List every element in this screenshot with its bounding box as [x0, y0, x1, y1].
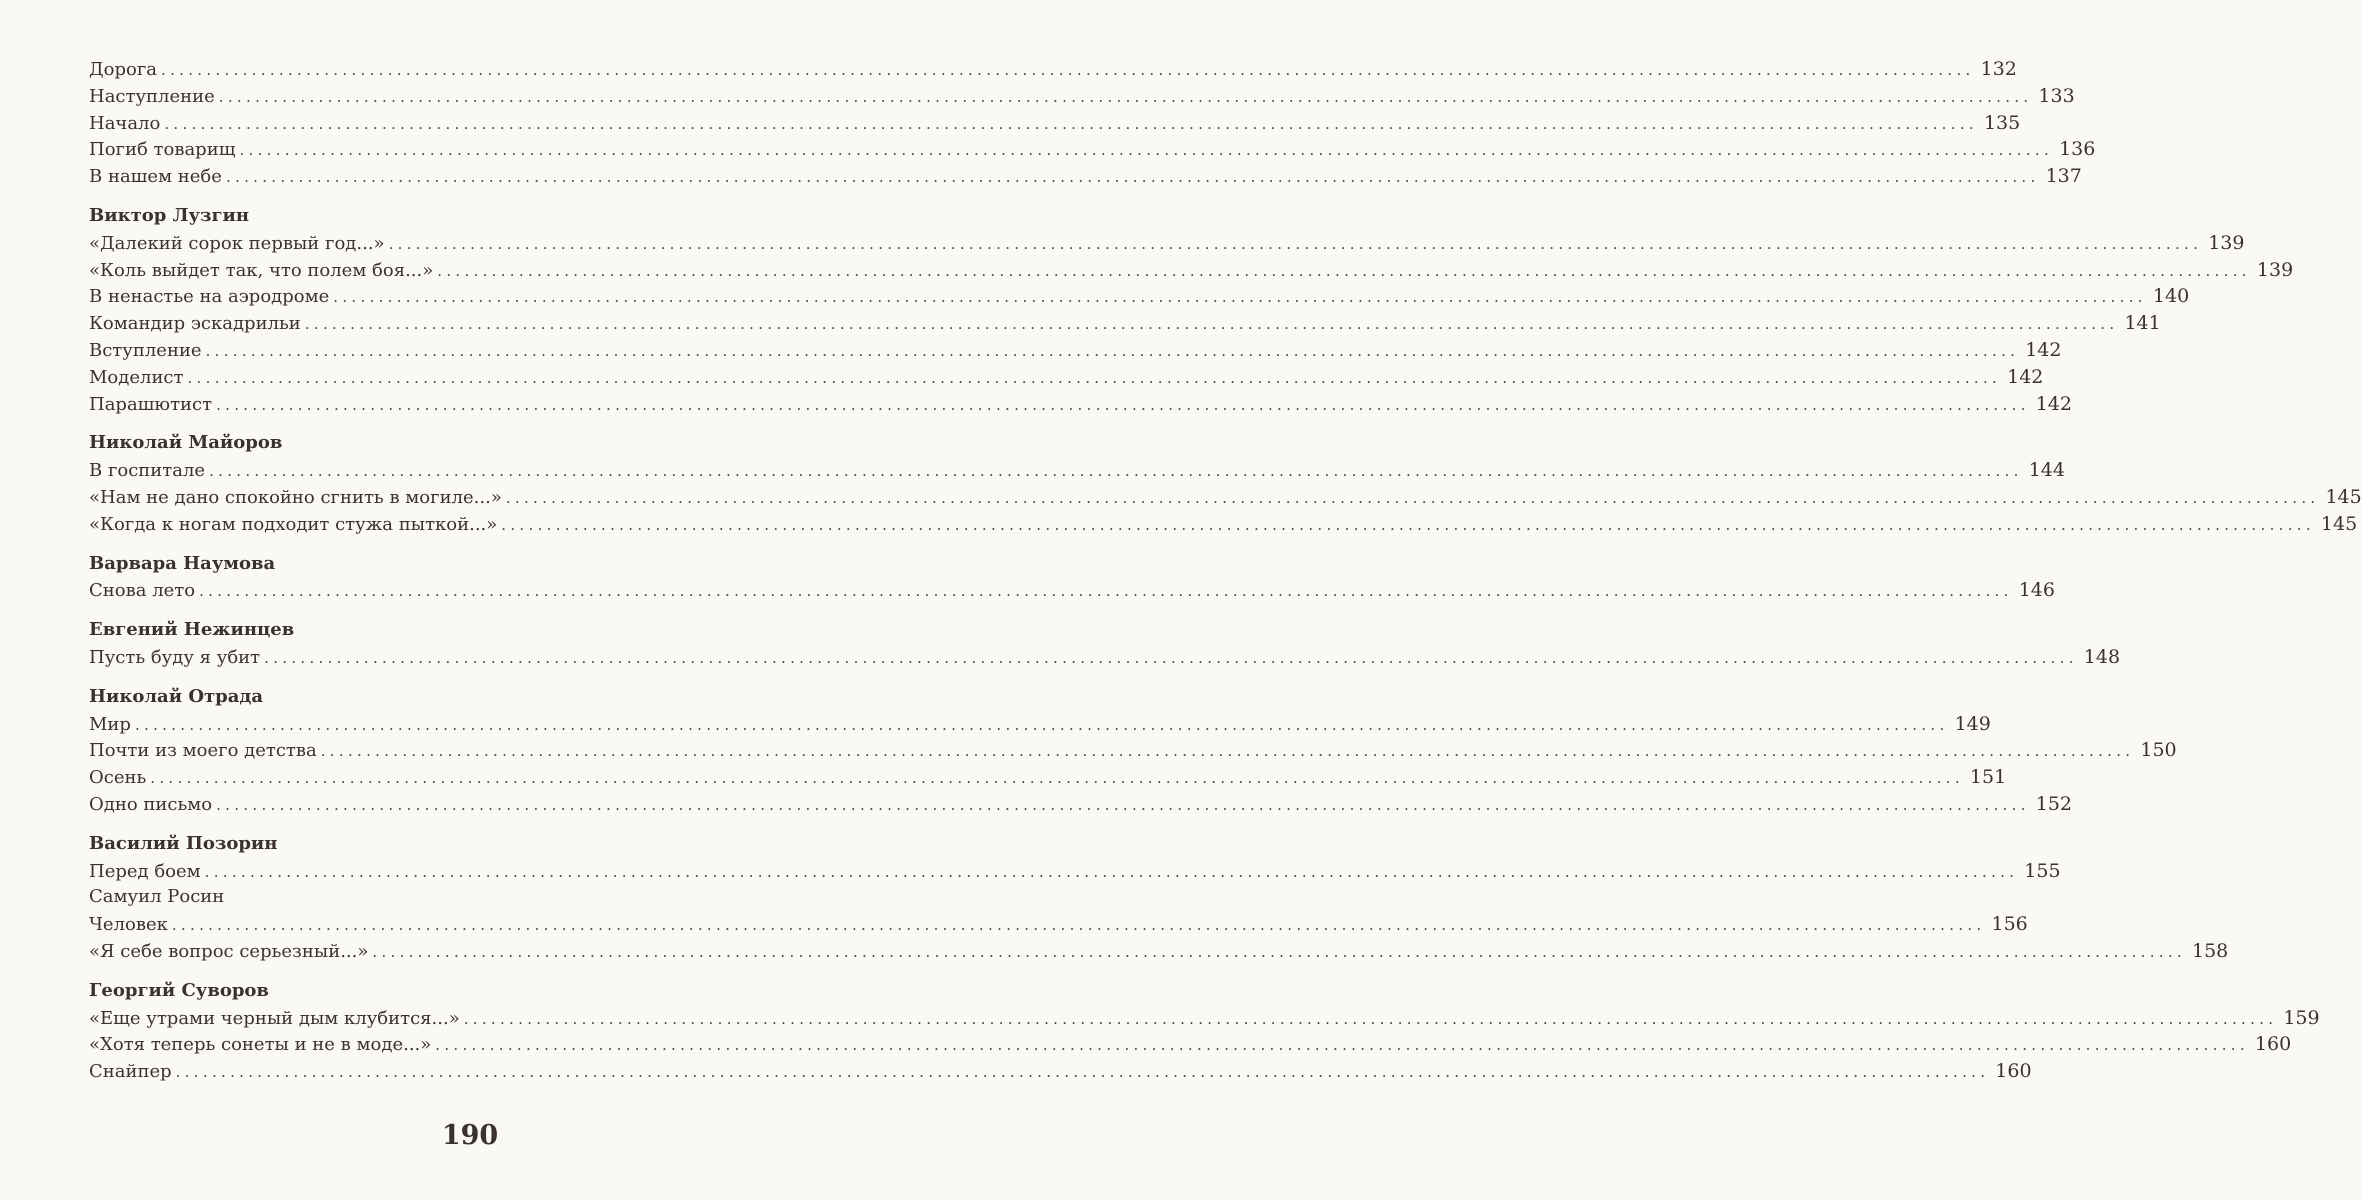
toc-entry — [89, 1031, 2292, 1058]
entry-page-number: 156 — [1991, 913, 2028, 936]
toc-entry — [89, 938, 2229, 965]
dot-leader: ........................................................................................................................................................................................................ — [304, 315, 2119, 334]
entry-title: Снова лето — [89, 580, 196, 602]
dot-leader: ........................................................................................................................................................................................................ — [505, 488, 2320, 507]
toc-entry — [89, 257, 2294, 284]
dot-leader: ........................................................................................................................................................................................................ — [264, 648, 2078, 667]
toc-entry — [89, 737, 2177, 764]
entry-page-number: 137 — [2045, 165, 2082, 188]
toc-entry — [89, 511, 2358, 538]
entry-title: Начало — [89, 112, 161, 134]
entry-page-number: 160 — [1995, 1060, 2032, 1083]
toc-entry — [89, 1058, 2032, 1085]
dot-leader: ........................................................................................................................................................................................................ — [134, 715, 1949, 734]
dot-leader: ........................................................................................................................................................................................................ — [164, 114, 1978, 133]
entry-page-number: 142 — [2035, 392, 2072, 415]
author-heading: Варвара Наумова — [89, 552, 276, 574]
entry-page-number: 145 — [2320, 512, 2358, 535]
entry-page-number: 135 — [1983, 111, 2021, 134]
toc-entry — [89, 484, 2362, 511]
toc-entry — [89, 391, 2072, 418]
entry-title: Осень — [89, 767, 147, 789]
author-heading: Николай Майоров — [89, 432, 283, 454]
dot-leader: ........................................................................................................................................................................................................ — [161, 61, 1975, 79]
entry-title: В госпитале — [89, 460, 206, 482]
entry-page-number: 148 — [2083, 645, 2121, 668]
entry-page-number: 146 — [2018, 579, 2055, 602]
toc-entry — [89, 136, 2096, 163]
toc-entry — [89, 110, 2021, 137]
entry-title: «Далекий сорок первый год...» — [89, 232, 385, 254]
author-heading: Николай Отрада — [89, 685, 264, 707]
entry-page-number: 150 — [2140, 739, 2177, 762]
entry-title: Пусть буду я убит — [89, 646, 261, 668]
dot-leader: ........................................................................................................................................................................................................ — [501, 515, 2315, 534]
entry-title: Мир — [89, 713, 131, 735]
dot-leader: ........................................................................................................................................................................................................ — [205, 341, 2020, 360]
dot-leader: ........................................................................................................................................................................................................ — [239, 141, 2054, 160]
toc-entry — [89, 283, 2190, 310]
entry-page-number: 152 — [2035, 792, 2072, 815]
toc-entry — [89, 884, 839, 911]
entry-title: Перед боем — [89, 860, 201, 882]
entry-title: Самуил Росин — [89, 886, 225, 908]
entry-page-number: 159 — [2283, 1006, 2320, 1029]
dot-leader: ........................................................................................................................................................................................................ — [218, 87, 2033, 106]
entry-page-number: 151 — [1969, 766, 2007, 789]
dot-leader: ........................................................................................................................................................................................................ — [333, 288, 2147, 307]
entry-page-number: 145 — [2325, 485, 2362, 508]
entry-page-number: 149 — [1954, 712, 1991, 735]
entry-page-number: 158 — [2192, 939, 2229, 962]
toc-entry — [89, 364, 2044, 391]
dot-leader: ........................................................................................................................................................................................................ — [199, 582, 2013, 601]
toc-entry — [89, 858, 2061, 885]
entry-title: Снайпер — [89, 1061, 172, 1083]
entry-page-number: 139 — [2256, 258, 2294, 281]
toc-entry — [89, 310, 2161, 337]
entry-title: Командир эскадрильи — [89, 313, 301, 335]
entry-page-number: 142 — [2025, 338, 2062, 361]
entry-title: Дорога — [89, 59, 157, 80]
toc-entry — [89, 791, 2072, 818]
entry-title: В ненастье на аэродроме — [89, 286, 330, 308]
entry-title: Погиб товарищ — [89, 139, 236, 161]
entry-title: Одно письмо — [89, 793, 213, 815]
toc-entry — [89, 644, 2121, 671]
entry-title: Моделист — [89, 366, 184, 388]
entry-title: «Коль выйдет так, что полем боя...» — [89, 259, 434, 281]
entry-title: «Я себе вопрос серьезный...» — [89, 940, 369, 962]
entry-title: Парашютист — [89, 393, 213, 415]
entry-title: Человек — [89, 914, 168, 936]
entry-title: «Нам не дано спокойно сгнить в могиле...» — [89, 486, 502, 508]
toc-entry — [89, 911, 2028, 938]
toc-entry — [89, 764, 2007, 791]
entry-page-number: 133 — [2038, 84, 2075, 107]
entry-title: Вступление — [89, 339, 202, 361]
entry-title: «Хотя теперь сонеты и не в моде...» — [89, 1034, 432, 1056]
dot-leader: ........................................................................................................................................................................................................ — [225, 168, 2040, 187]
toc-entry — [89, 56, 2017, 83]
dot-leader: ........................................................................................................................................................................................................ — [463, 1009, 2278, 1028]
toc-entry — [89, 337, 2062, 364]
entry-title: Почти из моего детства — [89, 740, 317, 762]
toc-entry — [89, 1005, 2320, 1032]
toc-entry — [89, 577, 2055, 604]
dot-leader: ........................................................................................................................................................................................................ — [216, 395, 2030, 414]
toc-entry — [89, 230, 2245, 257]
entry-page-number: 136 — [2059, 138, 2096, 161]
entry-page-number: 142 — [2007, 365, 2044, 388]
dot-leader: ........................................................................................................................................................................................................ — [204, 862, 2019, 881]
dot-leader: ........................................................................................................................................................................................................ — [150, 769, 1964, 788]
entry-page-number: 140 — [2152, 285, 2190, 308]
entry-title: В нашем небе — [89, 166, 222, 188]
dot-leader: ........................................................................................................................................................................................................ — [388, 234, 2203, 253]
page-number: 190 — [441, 1120, 499, 1151]
dot-leader: ........................................................................................................................................................................................................ — [320, 742, 2135, 761]
dot-leader: ........................................................................................................................................................................................................ — [209, 462, 2023, 481]
author-heading: Георгий Суворов — [89, 979, 269, 1001]
entry-title: «Еще утрами черный дым клубится...» — [89, 1007, 460, 1029]
entry-page-number: 139 — [2208, 231, 2245, 254]
toc-entry — [89, 457, 2065, 484]
dot-leader: ........................................................................................................................................................................................................ — [216, 795, 2030, 814]
entry-page-number: 144 — [2028, 459, 2065, 482]
author-heading: Василий Позорин — [89, 832, 278, 854]
table-of-contents — [89, 56, 2362, 1085]
dot-leader: ........................................................................................................................................................................................................ — [175, 1063, 1990, 1082]
author-heading: Евгений Нежинцев — [89, 619, 295, 641]
author-heading: Виктор Лузгин — [89, 204, 250, 226]
entry-page-number: 132 — [1980, 58, 2017, 80]
dot-leader: ........................................................................................................................................................................................................ — [372, 942, 2186, 961]
dot-leader: ........................................................................................................................................................................................................ — [171, 916, 1986, 935]
dot-leader: ........................................................................................................................................................................................................ — [437, 261, 2251, 280]
entry-page-number: 155 — [2024, 859, 2061, 882]
entry-title: «Когда к ногам подходит стужа пыткой...» — [89, 513, 498, 535]
dot-leader: ........................................................................................................................................................................................................ — [187, 368, 2002, 387]
entry-title: Наступление — [89, 85, 215, 107]
toc-entry — [89, 83, 2075, 110]
entry-page-number: 141 — [2124, 312, 2161, 335]
toc-entry — [89, 711, 1991, 738]
entry-page-number: 160 — [2254, 1033, 2292, 1056]
dot-leader: ........................................................................................................................................................................................................ — [435, 1036, 2249, 1055]
toc-entry — [89, 163, 2082, 190]
